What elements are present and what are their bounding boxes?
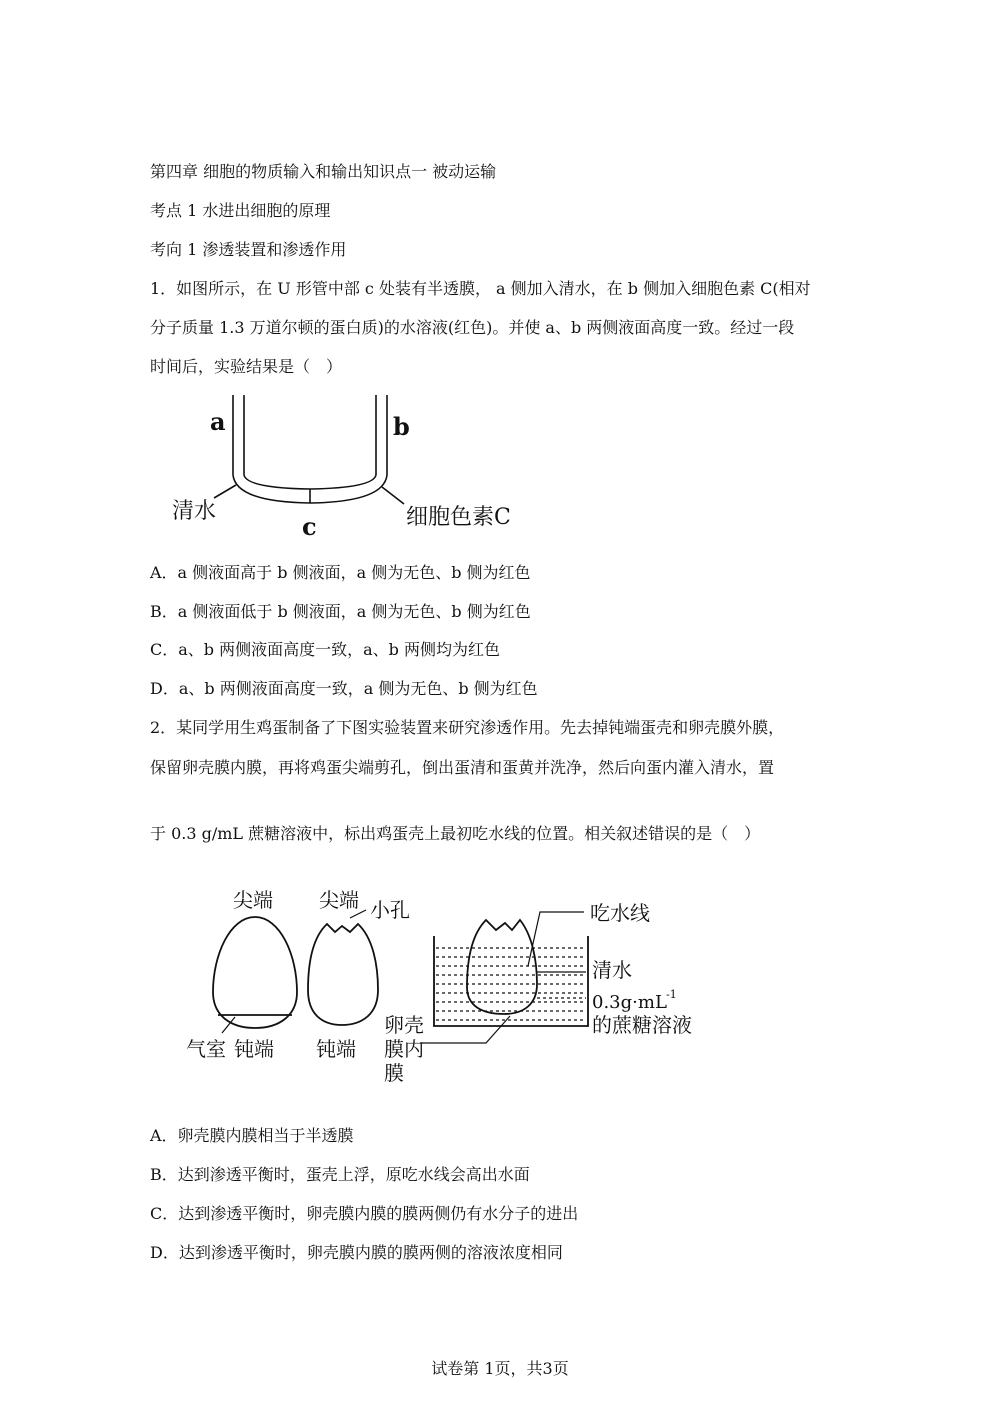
q1-stem-line: 1．如图所示，在 U 形管中部 c 处装有半透膜， a 侧加入清水，在 b 侧加入细胞色素 C(相对 <box>150 279 811 298</box>
q1-stem-line: 分子质量 1.3 万道尔顿的蛋白质)的水溶液(红色)。并使 a、b 两侧液面高度一致。经过一段 <box>150 318 795 337</box>
q2-stem-line: 保留卵壳膜内膜，再将鸡蛋尖端剪孔，倒出蛋清和蛋黄并洗净，然后向蛋内灌入清水，置 <box>150 758 775 777</box>
q2-option-a[interactable]: A．卵壳膜内膜相当于半透膜 <box>150 1126 354 1145</box>
label-water: 清水 <box>172 499 217 524</box>
exam-point: 考点 1 水进出细胞的原理 <box>150 201 331 220</box>
label-blunt-2: 钝端 <box>316 1037 356 1061</box>
label-hole: 小孔 <box>370 898 410 922</box>
label-sucrose-solution: 的蔗糖溶液 <box>592 1013 692 1037</box>
label-blunt-1: 钝端 <box>234 1037 274 1061</box>
q1-option-b[interactable]: B．a 侧液面低于 b 侧液面，a 侧为无色、b 侧为红色 <box>150 602 531 621</box>
u-tube-figure <box>160 390 540 540</box>
q1-stem-line: 时间后，实验结果是（ ） <box>150 357 343 376</box>
q1-option-d[interactable]: D．a、b 两侧液面高度一致，a 侧为无色、b 侧为红色 <box>150 679 538 698</box>
label-sucrose-conc: 0.3g·mL <box>592 992 667 1013</box>
exam-direction: 考向 1 渗透装置和渗透作用 <box>150 240 347 259</box>
label-sucrose-exp: -1 <box>666 988 677 1001</box>
q1-option-a[interactable]: A．a 侧液面高于 b 侧液面，a 侧为无色、b 侧为红色 <box>150 563 531 582</box>
page-footer: 试卷第 1页，共3页 <box>431 1359 569 1378</box>
q2-stem-line: 于 0.3 g/mL 蔗糖溶液中，标出鸡蛋壳上最初吃水线的位置。相关叙述错误的是（ ） <box>150 824 761 843</box>
q1-option-c[interactable]: C．a、b 两侧液面高度一致，a、b 两侧均为红色 <box>150 640 500 659</box>
label-waterline: 吃水线 <box>590 901 650 925</box>
q2-stem-line: 2．某同学用生鸡蛋制备了下图实验装置来研究渗透作用。先去掉钝端蛋壳和卵壳膜外膜， <box>150 718 785 737</box>
label-c: c <box>302 512 317 540</box>
label-water: 清水 <box>592 958 632 982</box>
q2-option-b[interactable]: B．达到渗透平衡时，蛋壳上浮，原吃水线会高出水面 <box>150 1165 530 1184</box>
label-a: a <box>210 407 226 436</box>
label-air-chamber: 气室 <box>186 1037 226 1061</box>
label-tip-1: 尖端 <box>233 888 273 912</box>
label-cytochrome: 细胞色素C <box>406 505 511 530</box>
q2-option-d[interactable]: D．达到渗透平衡时，卵壳膜内膜的膜两侧的溶液浓度相同 <box>150 1243 563 1262</box>
label-membrane-1: 卵壳 <box>384 1013 424 1037</box>
label-membrane-3: 膜 <box>384 1061 404 1085</box>
label-b: b <box>393 412 410 441</box>
label-tip-2: 尖端 <box>319 888 359 912</box>
egg-osmosis-figure <box>180 880 720 1090</box>
chapter-title: 第四章 细胞的物质输入和输出知识点一 被动运输 <box>150 162 497 181</box>
q2-option-c[interactable]: C．达到渗透平衡时，卵壳膜内膜的膜两侧仍有水分子的进出 <box>150 1204 579 1223</box>
label-membrane-2: 膜内 <box>384 1037 424 1061</box>
